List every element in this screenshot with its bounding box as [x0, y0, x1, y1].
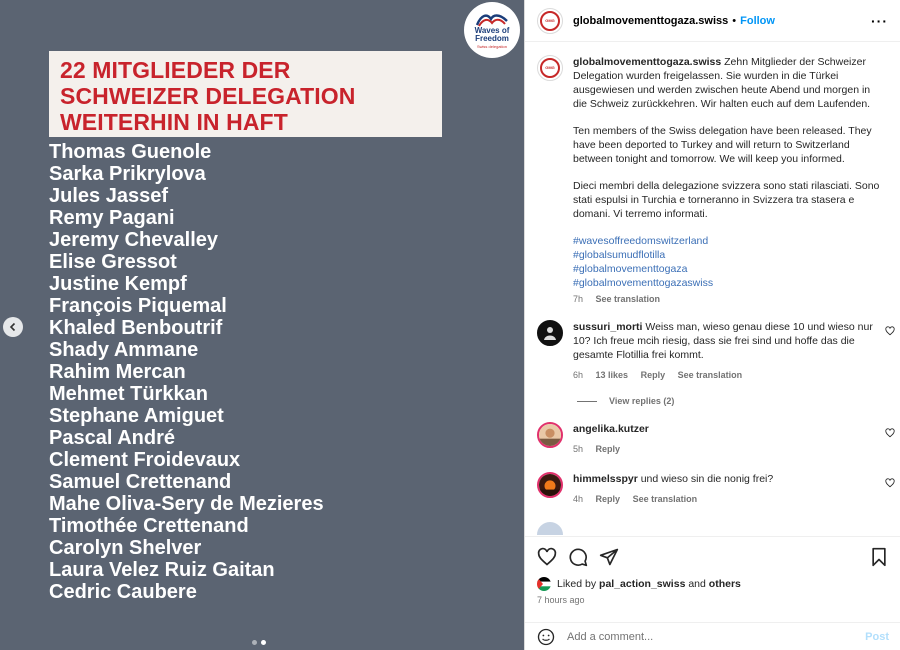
liked-others[interactable]: others [708, 578, 741, 590]
caption-paragraph-it: Dieci membri della delegazione svizzera sono stati rilasciati. Sono stati espulsi in Turchia e torneranno in Svizzera tra stasera e domani. Vi terremo informati. [573, 180, 880, 220]
headline-line: SCHWEIZER DELEGATION [60, 83, 356, 109]
post-header [525, 0, 900, 42]
liker-avatar[interactable] [537, 577, 551, 591]
replies-divider [577, 401, 597, 402]
comment-username[interactable]: himmelsspyr [573, 473, 638, 485]
comment-item-partial [525, 522, 900, 535]
headline-line: WEITERHIN IN HAFT [60, 109, 288, 135]
emoji-icon[interactable] [537, 628, 555, 646]
comment-item [525, 422, 900, 456]
heart-icon[interactable] [885, 478, 895, 488]
detainee-name: Jeremy Chevalley [49, 229, 219, 251]
comment-text: Weiss man, wieso genau diese 10 und wieso nur 10? Ich freue mcih riesig, dass sie frei sind und hoffe das die gesamte Flotillia frei kommt. [573, 321, 873, 361]
avatar-sunset-icon [539, 473, 561, 497]
comment-body [573, 472, 873, 506]
detainee-name: Thomas Guenole [49, 141, 212, 163]
wave-icon [475, 11, 509, 27]
comment-likes[interactable]: 13 likes [595, 370, 629, 380]
detainee-name: Shady Ammane [49, 339, 199, 361]
detainee-name: Cedric Caubere [49, 581, 197, 603]
liked-and: and [688, 578, 706, 590]
liked-user[interactable]: pal_action_swiss [599, 578, 686, 590]
comments-scroll-area[interactable] [525, 43, 900, 535]
hashtag-link[interactable]: #globalmovementtogazaswiss [573, 277, 714, 289]
detainee-name: Rahim Mercan [49, 361, 186, 383]
detainee-name: Clement Froidevaux [49, 449, 241, 471]
detainee-name: Sarka Prikrylova [49, 163, 206, 185]
reply-button[interactable]: Reply [640, 370, 666, 380]
commenter-avatar[interactable] [537, 522, 563, 535]
detainee-name: Mehmet Türkkan [49, 383, 208, 405]
more-options-button[interactable]: ··· [871, 12, 888, 29]
posted-time: 7 hours ago [537, 595, 585, 605]
caption-hashtags [573, 234, 885, 290]
comment-username[interactable]: angelika.kutzer [573, 423, 649, 435]
follow-button[interactable]: Follow [740, 14, 775, 27]
comment-time: 5h [573, 444, 584, 454]
see-translation-button[interactable]: See translation [595, 294, 661, 304]
post-side-panel [524, 0, 900, 650]
palestine-flag-icon [537, 577, 551, 591]
commenter-avatar[interactable] [537, 422, 563, 448]
carousel-dot-active [261, 640, 266, 645]
waves-of-freedom-logo [464, 2, 520, 58]
account-avatar[interactable]: GMG [537, 8, 563, 34]
reply-button[interactable]: Reply [595, 444, 621, 454]
caption-username[interactable]: globalmovementtogaza.swiss [573, 56, 722, 68]
logo-subtitle: Swiss delegation [476, 44, 508, 49]
carousel-indicator [252, 640, 266, 645]
headline-box [49, 51, 442, 137]
comment-time: 6h [573, 370, 584, 380]
chevron-left-icon [8, 322, 18, 332]
add-comment-bar [525, 622, 900, 650]
header-username[interactable]: globalmovementtogaza.swiss [573, 14, 729, 27]
liked-prefix: Liked by [557, 578, 597, 590]
carousel-dot [252, 640, 257, 645]
comment-text: und wieso sin die nonig frei? [640, 473, 774, 485]
reply-button[interactable]: Reply [595, 494, 621, 504]
liked-by [537, 577, 889, 591]
detainee-name: François Piquemal [49, 295, 227, 317]
caption-text [573, 55, 885, 306]
see-translation-button[interactable]: See translation [632, 494, 698, 504]
comment-bubble-icon[interactable] [568, 547, 588, 567]
detainee-name-list [49, 141, 324, 603]
headline-line: 22 MITGLIEDER DER [60, 57, 291, 83]
commenter-avatar[interactable] [537, 320, 563, 346]
comment-time: 4h [573, 494, 584, 504]
caption-paragraph-en: Ten members of the Swiss delegation have been released. They have been deported to Turkey and will return to Switzerland between tonight and tomorrow. We will keep you informed. [573, 125, 872, 165]
share-send-icon[interactable] [599, 547, 619, 567]
detainee-name: Elise Gressot [49, 251, 177, 273]
see-translation-button[interactable]: See translation [677, 370, 743, 380]
detainee-name: Khaled Benboutrif [49, 317, 223, 339]
bookmark-icon[interactable] [869, 547, 889, 567]
comment-meta [573, 442, 873, 456]
like-heart-icon[interactable] [537, 547, 557, 567]
heart-icon[interactable] [885, 428, 895, 438]
hashtag-link[interactable]: #globalsumudflotilla [573, 249, 666, 261]
hashtag-link[interactable]: #globalmovementtogaza [573, 263, 688, 275]
comment-body [573, 422, 873, 456]
avatar-figure-icon [541, 324, 559, 342]
view-replies-label: View replies (2) [609, 396, 675, 406]
comment-item [525, 320, 900, 382]
heart-icon[interactable] [885, 326, 895, 336]
comment-body [573, 320, 873, 382]
commenter-avatar[interactable] [537, 472, 563, 498]
logo-title: Waves of Freedom [474, 26, 510, 43]
detainee-name: Carolyn Shelver [49, 537, 202, 559]
detainee-name: Stephane Amiguet [49, 405, 224, 427]
detainee-name: Timothée Crettenand [49, 515, 249, 537]
caption-avatar[interactable]: GMG [537, 55, 563, 81]
view-replies-button[interactable] [577, 396, 900, 406]
detainee-name: Justine Kempf [49, 273, 187, 295]
detainee-name: Samuel Crettenand [49, 471, 232, 493]
header-separator: • [732, 14, 737, 27]
detainee-name: Pascal André [49, 427, 175, 449]
detainee-name: Mahe Oliva-Sery de Mezieres [49, 493, 324, 515]
detainee-name: Laura Velez Ruiz Gaitan [49, 559, 275, 581]
caption-paragraph-de: Zehn Mitglieder der Schweizer Delegation wurden freigelassen. Sie wurden in die Türkei ausgewiesen und werden zwischen heute Abend und morgen in die Schweiz zurückkehren. Wir halten euch auf dem Laufenden. [573, 56, 871, 110]
comment-input[interactable] [567, 631, 865, 643]
post-comment-button[interactable]: Post [865, 630, 889, 643]
detainee-name: Remy Pagani [49, 207, 175, 229]
hashtag-link[interactable]: #wavesoffreedomswitzerland [573, 235, 709, 247]
comment-meta [573, 368, 873, 382]
avatar-photo-icon [539, 423, 561, 447]
caption-meta [573, 292, 885, 306]
detainee-name: Jules Jassef [49, 185, 168, 207]
comment-item [525, 472, 900, 506]
comment-username[interactable]: sussuri_morti [573, 321, 643, 333]
post-actions [525, 536, 900, 605]
comment-meta [573, 492, 873, 506]
carousel-prev-button[interactable] [3, 317, 23, 337]
post-caption [525, 43, 900, 306]
caption-time: 7h [573, 294, 584, 304]
action-icons [537, 547, 889, 567]
